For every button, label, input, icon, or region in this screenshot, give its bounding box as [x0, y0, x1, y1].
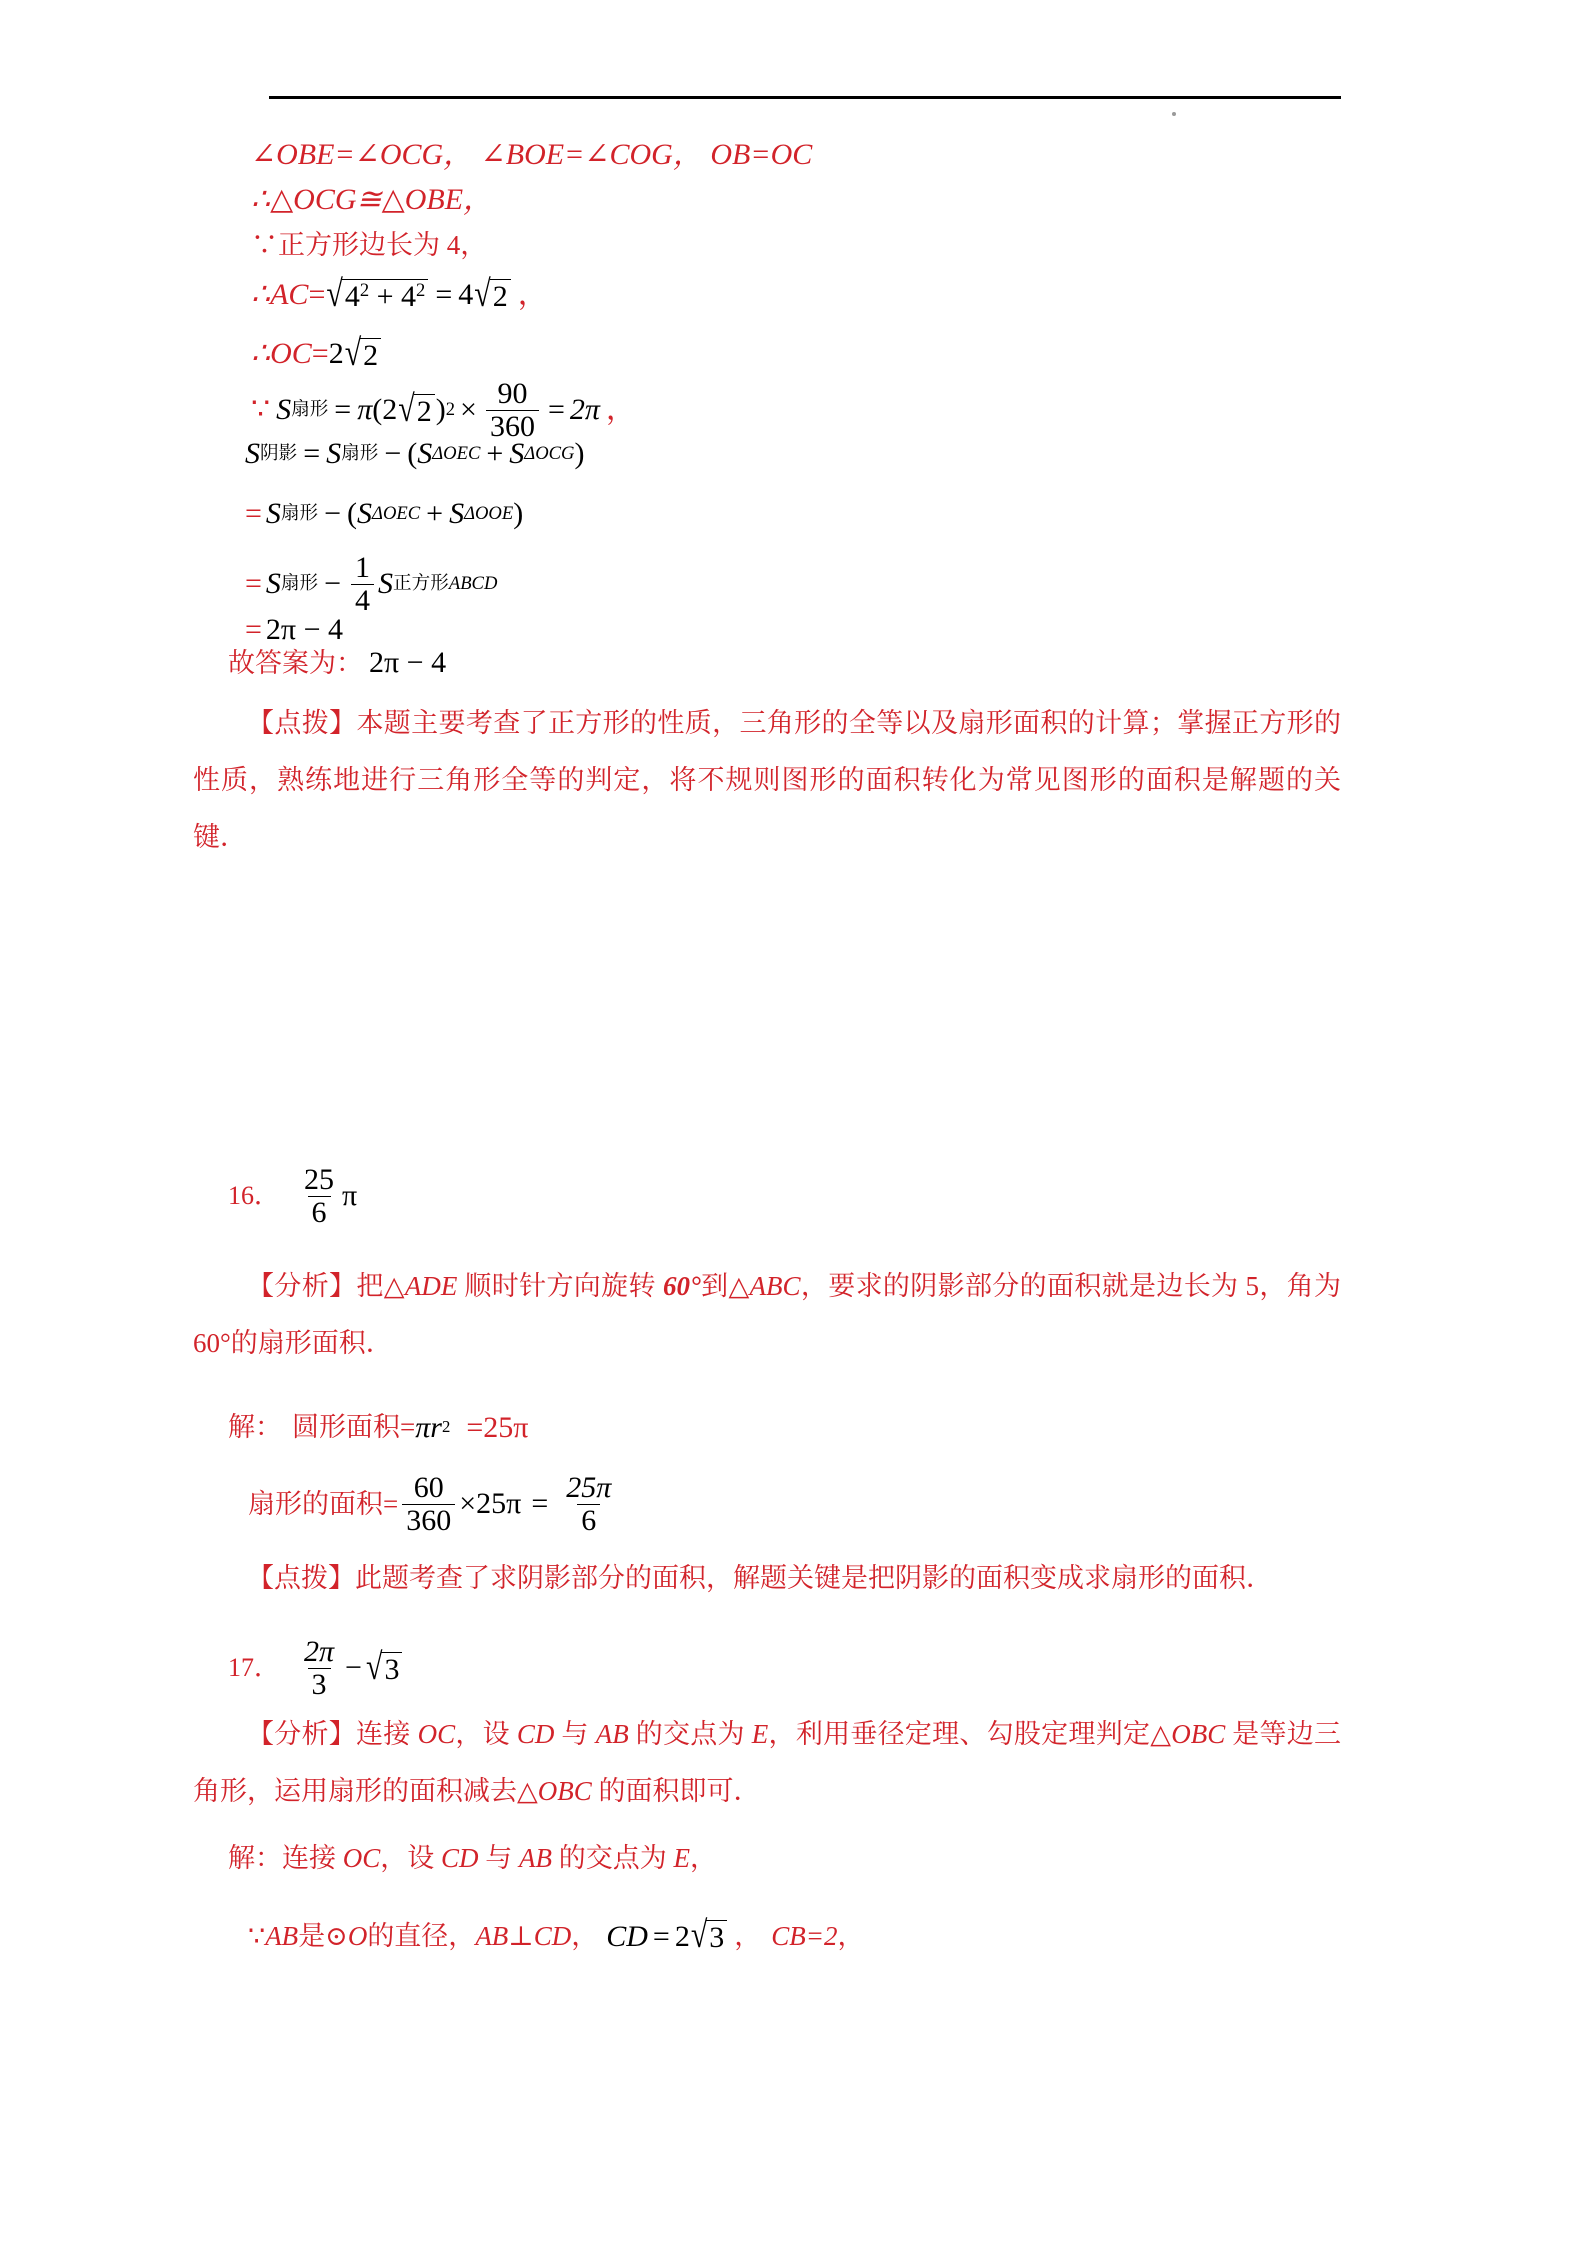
shadow-equals: = — [303, 437, 321, 471]
shadow-S: S — [245, 437, 260, 471]
tip-tag-15: 【点拨】 — [247, 708, 357, 738]
tip-paragraph-15 — [193, 695, 1341, 866]
shadow-minus: − — [384, 437, 402, 471]
analysis-17-p2: ，设 — [455, 1719, 517, 1749]
shadow3-square-subscript: 正方形 — [393, 572, 449, 594]
ac-radicand-b: 4 — [401, 279, 417, 313]
ac-comma: ， — [517, 278, 548, 312]
answer-label: 故答案为： — [228, 648, 363, 678]
line-square-side — [251, 232, 487, 259]
analysis-17-p6: 是等边三角形，运用扇形的面积减去△ — [193, 1719, 1342, 1806]
item-17-last-p4: ， — [734, 1921, 762, 1951]
item-16-sector-times: ×25π — [459, 1487, 522, 1520]
tip-paragraph-16 — [193, 1550, 1341, 1607]
line-oc-computation: ∴ OC = 2 √ 2 — [251, 337, 382, 371]
item-16-circle-exponent: 2 — [441, 1417, 451, 1437]
tip-text-16: 此题考查了求阴影部分的面积，解题关键是把阴影的面积变成求扇形的面积． — [355, 1563, 1273, 1593]
tip-tag-16: 【点拨】 — [247, 1563, 355, 1593]
shadow-close-paren: ) — [574, 437, 585, 471]
line-angle-equalities: ∠OBE=∠OCG， ∠BOE=∠COG， OB=OC — [251, 138, 813, 171]
item-17-cd-coefficient: 2 — [674, 1919, 690, 1953]
ac-radicand-b-exp: 2 — [416, 279, 426, 301]
item-16-solve-label: 解： — [228, 1412, 282, 1443]
item-17-numerator: 2π — [304, 1635, 335, 1668]
item-16-numerator: 25 — [304, 1163, 335, 1196]
shadow4-value: 2π − 4 — [265, 613, 343, 647]
shadow2-sector-S: S — [265, 497, 281, 531]
square-side-text: 正方形边长为 4， — [278, 230, 488, 260]
item-17-solve-cd: CD — [441, 1843, 479, 1873]
analysis-paragraph-17 — [193, 1706, 1341, 1820]
shadow3-equals: = — [245, 567, 262, 600]
sector-equals: = — [334, 393, 352, 426]
item-17-solve-p3: 与 — [478, 1843, 520, 1873]
item-17-number: 17． — [228, 1653, 281, 1682]
sector-result-equals: = — [547, 393, 565, 426]
item-16-denominator: 6 — [308, 1196, 331, 1229]
item-17-solve-p5: ， — [690, 1843, 718, 1873]
shadow4-equals: = — [245, 613, 262, 647]
analysis-17-ab: AB — [595, 1719, 629, 1749]
line-congruent — [251, 185, 493, 215]
sector-open-paren: ( — [372, 393, 383, 426]
analysis-17-p1: 连接 — [356, 1719, 418, 1749]
because-symbol-sector: ∵ — [251, 393, 271, 426]
ac-radicand-a-exp: 2 — [359, 279, 370, 301]
item-16-pi-r: πr — [415, 1410, 442, 1444]
shadow2-open-paren: ( — [347, 497, 358, 531]
shadow-oec-S: S — [417, 437, 433, 471]
analysis-17-p5: ，利用垂径定理、勾股定理判定△ — [768, 1719, 1172, 1749]
item-17-solve-ab: AB — [519, 1843, 553, 1873]
item-16-circle-label: 圆形面积= — [292, 1412, 416, 1443]
line-17-solve — [228, 1845, 717, 1872]
header-rule — [269, 96, 1341, 99]
item-17-answer-row: 17． $\frac{2\pi}{3}$ − √ 3 — [228, 1636, 403, 1700]
ac-radicand-a: 4 — [344, 279, 360, 313]
oc-equals: = — [311, 337, 329, 371]
shadow-ocg-S: S — [509, 437, 525, 471]
item-16-sector-denominator: 360 — [402, 1504, 455, 1537]
item-16-result-denominator: 6 — [577, 1504, 600, 1537]
line-final-answer — [228, 648, 446, 678]
sector-subscript: 扇形 — [291, 398, 329, 420]
ac-root-two: 2 — [490, 279, 511, 312]
sector-coefficient: 2 — [382, 393, 398, 426]
line-shadow-area-1 — [245, 437, 584, 469]
analysis-text-16-c: 到△ — [700, 1271, 750, 1301]
shadow2-ooe-S: S — [449, 497, 465, 531]
item-17-root-three: 3 — [381, 1652, 402, 1685]
shadow2-oec-S: S — [357, 497, 373, 531]
ac-result-equals: = — [435, 278, 453, 312]
analysis-17-oc: OC — [417, 1719, 456, 1749]
ac-label: AC — [270, 278, 309, 312]
item-16-answer-row — [228, 1164, 357, 1228]
item-17-solve-label: 解： — [228, 1843, 282, 1873]
tip-text-15: 本题主要考查了正方形的性质，三角形的全等以及扇形面积的计算；掌握正方形的性质，熟练地进行三角形全等的判定，将不规则图形的面积转化为常见图形的面积是解题的关键． — [193, 708, 1341, 852]
item-17-solve-e: E — [673, 1843, 691, 1873]
shadow2-close-paren: ) — [513, 497, 524, 531]
analysis-17-obc-2: OBC — [537, 1776, 592, 1806]
item-17-ab: AB — [265, 1921, 299, 1951]
analysis-tag-16: 【分析】 — [247, 1271, 357, 1301]
item-17-last-p5: ， — [837, 1921, 865, 1951]
shadow2-ooe-subscript: ΔOOE — [464, 502, 514, 524]
analysis-17-cd: CD — [516, 1719, 555, 1749]
item-17-last-p2: 的直径， — [367, 1921, 476, 1951]
shadow2-plus: + — [426, 497, 444, 531]
analysis-text-16-d: ，要求的阴影部分的面积就是边长为 5，角为 60°的扇形面积． — [193, 1271, 1342, 1358]
sector-comma: ， — [605, 393, 636, 426]
item-17-denominator: 3 — [308, 1668, 331, 1701]
analysis-17-e: E — [751, 1719, 769, 1749]
item-17-cd-root-three: 3 — [706, 1920, 727, 1953]
item-16-sector-numerator: 60 — [413, 1471, 444, 1504]
analysis-paragraph-16 — [193, 1258, 1341, 1372]
ac-equals: = — [308, 278, 326, 312]
analysis-tag-17: 【分析】 — [247, 1719, 357, 1749]
item-16-number: 16． — [228, 1181, 281, 1210]
item-16-circle-result: =25π — [466, 1410, 529, 1444]
line-shadow-area-4 — [245, 613, 343, 645]
line-17-diameter: ∵ AB 是⊙ O 的直径， AB⊥CD ， CD = 2 √ 3 ， CB=2 ， — [248, 1914, 865, 1956]
item-17-minus: − — [345, 1651, 362, 1684]
sector-fraction-denominator: 360 — [486, 410, 539, 443]
shadow3-square-S: S — [378, 567, 394, 600]
analysis-17-p4: 的交点为 — [628, 1719, 752, 1749]
line-ac-computation: ∴ AC = √ 42 + 42 = 4 √ 2 ， — [251, 273, 548, 315]
sector-times: × — [460, 393, 477, 426]
line-shadow-area-2 — [245, 497, 523, 529]
item-16-sector-label: 扇形的面积= — [248, 1488, 399, 1519]
therefore-symbol-ac: ∴ — [251, 278, 271, 312]
line-sector-area: ∵ S 扇形 = π ( 2 √ 2 ) 2 × $\frac{90}{360}$ = 2π ， — [251, 377, 636, 443]
analysis-text-16-b: 顺时针方向旋转 — [457, 1271, 663, 1301]
analysis-triangle-abc: ABC — [749, 1271, 801, 1301]
shadow-plus: + — [486, 437, 504, 471]
item-17-solve-p4: 的交点为 — [552, 1843, 674, 1873]
sector-fraction-numerator: 90 — [497, 377, 528, 410]
shadow3-minus: − — [324, 567, 342, 600]
item-16-result-numerator: 25π — [566, 1471, 612, 1504]
analysis-text-16-a: 把△ — [356, 1271, 405, 1301]
item-17-because-symbol: ∵ — [248, 1921, 266, 1951]
item-16-pi: π — [342, 1179, 358, 1212]
shadow3-sector-subscript: 扇形 — [280, 572, 319, 594]
item-17-solve-p2: ，设 — [380, 1843, 442, 1873]
sector-close-paren: ) — [435, 393, 446, 426]
sector-root-two: 2 — [414, 394, 435, 427]
answer-value: 2π − 4 — [369, 646, 447, 679]
oc-coefficient: 2 — [328, 337, 344, 371]
item-17-circle-o: O — [347, 1921, 368, 1951]
analysis-17-obc: OBC — [1171, 1719, 1226, 1749]
ac-coefficient: 4 — [458, 278, 474, 312]
congruent-statement: △OCG≅△OBE， — [270, 183, 494, 216]
shadow-sector-subscript: 扇形 — [341, 442, 379, 464]
item-17-solve-oc: OC — [342, 1843, 381, 1873]
ac-plus: + — [376, 279, 394, 313]
item-17-cd-equals: = — [652, 1919, 670, 1953]
shadow-sector-S: S — [326, 437, 342, 471]
shadow-ocg-subscript: ΔOCG — [524, 442, 575, 464]
shadow-subscript: 阴影 — [260, 442, 298, 464]
shadow-oec-subscript: ΔOEC — [432, 442, 481, 464]
shadow2-minus: − — [324, 497, 342, 531]
sector-S: S — [276, 393, 292, 426]
item-17-last-p1: 是⊙ — [298, 1921, 348, 1951]
analysis-17-p7: 的面积即可． — [591, 1776, 761, 1806]
shadow3-fraction-denominator: 4 — [351, 584, 374, 617]
because-symbol: ∵ — [251, 230, 278, 260]
therefore-symbol: ∴ — [251, 183, 271, 216]
shadow3-fraction-numerator: 1 — [355, 551, 371, 584]
shadow2-equals: = — [245, 497, 262, 531]
oc-root-two: 2 — [360, 338, 381, 371]
item-17-cb-value: CB=2 — [771, 1921, 838, 1951]
item-17-solve-p1: 连接 — [282, 1843, 343, 1873]
item-17-cd-label: CD — [606, 1919, 648, 1953]
line-shadow-area-3 — [245, 552, 497, 616]
analysis-angle-60: 60° — [662, 1271, 701, 1301]
item-17-ab-perp-cd: AB⊥CD — [475, 1921, 572, 1951]
sector-exponent: 2 — [445, 398, 456, 420]
therefore-symbol-oc: ∴ — [251, 337, 271, 371]
item-17-last-p3: ， — [571, 1921, 599, 1951]
line-16-circle-area — [228, 1412, 528, 1443]
shadow3-sector-S: S — [265, 567, 281, 600]
header-dot-mark — [1172, 112, 1176, 116]
shadow2-sector-subscript: 扇形 — [280, 502, 319, 524]
oc-label: OC — [270, 337, 312, 371]
analysis-17-p3: 与 — [554, 1719, 596, 1749]
shadow-open-paren: ( — [407, 437, 418, 471]
shadow3-square-label: ABCD — [448, 572, 498, 594]
line-16-sector-area — [248, 1472, 619, 1536]
sector-result: 2π — [569, 393, 600, 426]
item-16-sector-equals: = — [531, 1487, 549, 1520]
shadow2-oec-subscript: ΔOEC — [372, 502, 421, 524]
sector-pi: π — [357, 393, 373, 426]
analysis-triangle-ade: ADE — [404, 1271, 458, 1301]
